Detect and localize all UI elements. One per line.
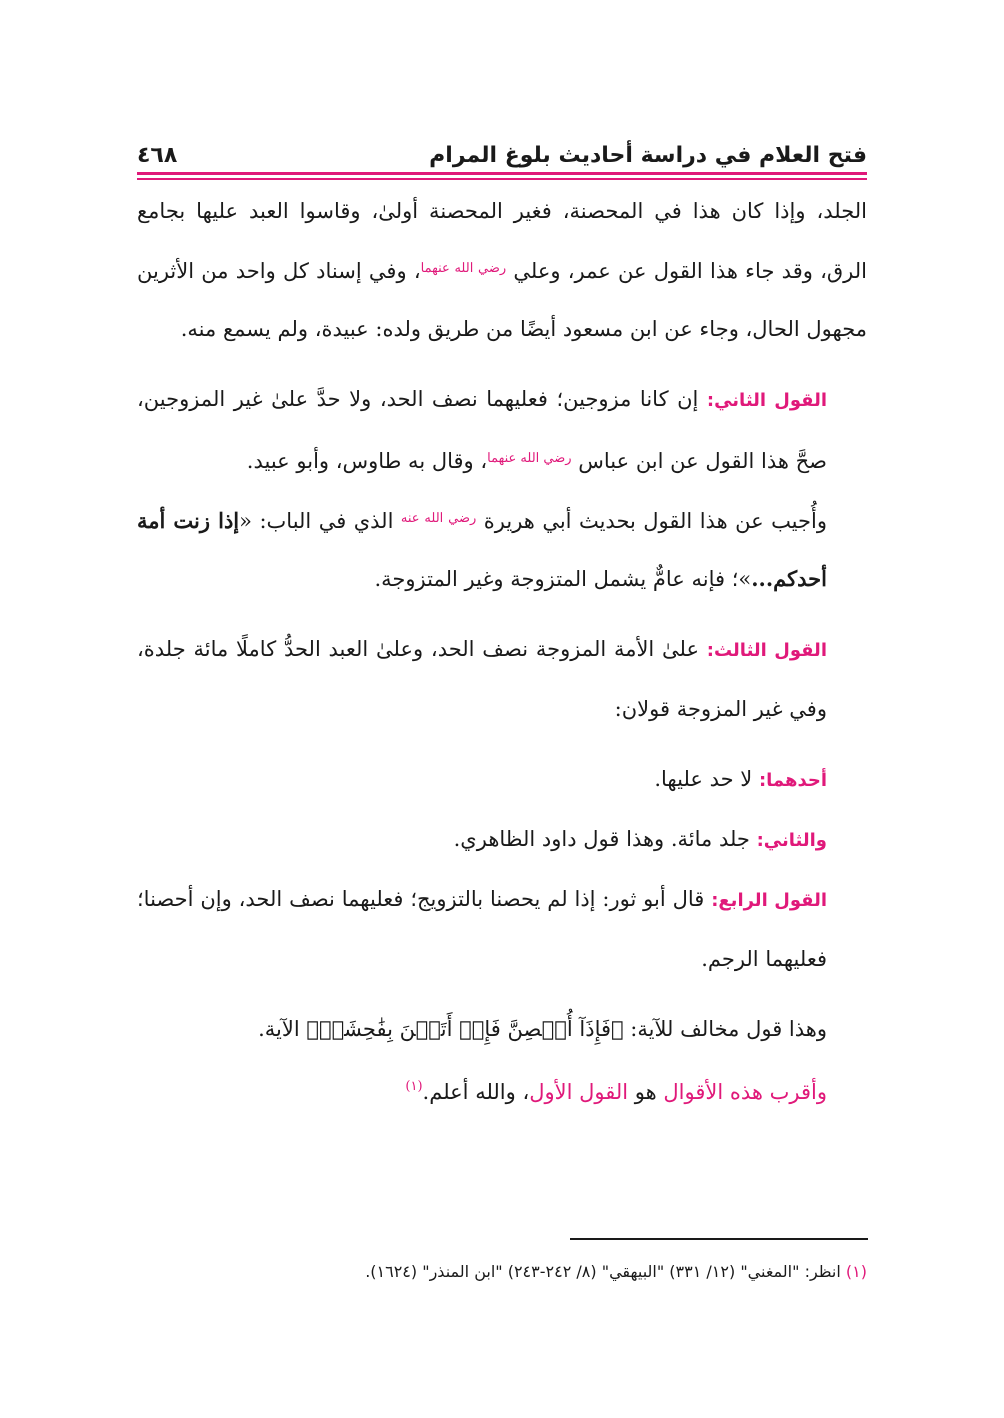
honorific-glyph: رضي الله عنهما xyxy=(487,450,572,466)
header-rule-thick xyxy=(137,172,867,175)
first-opinion-highlight: القول الأول xyxy=(529,1079,629,1104)
hadith-quote: إذا زنت أمة أحدكم... xyxy=(137,507,827,591)
paragraph-7-text: قال أبو ثور: إذا لم يحصنا بالتزويج؛ فعليهما نصف الحد، وإن أحصنا؛ فعليهما الرجم. xyxy=(137,886,827,971)
honorific-glyph: رضي الله عنه xyxy=(400,510,477,526)
paragraph-8 xyxy=(137,1000,867,1058)
section-label: القول الثالث: xyxy=(706,639,827,661)
paragraph-1-text: الجلد، وإذا كان هذا في المحصنة، فغير المحصنة أولىٰ، وقاسوا العبد عليها بجامع الرق، وقد جاء هذا القول عن عمر، وعلي xyxy=(137,198,867,283)
footnote-separator xyxy=(570,1238,868,1240)
paragraph-3 xyxy=(137,490,867,608)
paragraph-2-text: إن كانا مزوجين؛ فعليهما نصف الحد، ولا حدَّ علىٰ غير المزوجين، صحَّ هذا القول عن ابن عباس xyxy=(137,386,827,473)
paragraph-2-tail: ، وقال به طاوس، وأبو عبيد. xyxy=(246,448,488,473)
paragraph-4-text: علىٰ الأمة المزوجة نصف الحد، وعلىٰ العبد الحدُّ كاملًا مائة جلدة، وفي غير المزوجة قولان: xyxy=(137,636,827,721)
paragraph-9 xyxy=(137,1058,867,1121)
section-label: القول الرابع: xyxy=(711,889,828,911)
page-body xyxy=(137,120,867,1121)
section-label: القول الثاني: xyxy=(706,389,827,411)
paragraph-3-text: وأُجيب عن هذا القول بحديث أبي هريرة xyxy=(483,508,827,533)
paragraph-7 xyxy=(137,870,867,988)
paragraph-2 xyxy=(137,370,867,490)
paragraph-3-tail: »؛ فإنه عامٌّ يشمل المتزوجة وغير المتزوجة. xyxy=(374,566,752,591)
honorific-glyph: رضي الله عنهما xyxy=(420,260,507,276)
paragraph-6 xyxy=(137,810,867,870)
conclusion-highlight: وأقرب هذه الأقوال xyxy=(663,1079,827,1104)
paragraph-9-text: هو xyxy=(628,1079,664,1104)
paragraph-6-text: جلد مائة. وهذا قول داود الظاهري. xyxy=(453,826,757,851)
page-number: ٤٦٨ xyxy=(137,143,178,168)
paragraph-4 xyxy=(137,620,867,738)
paragraph-3-mid: الذي في الباب: « xyxy=(239,508,401,533)
paragraph-1 xyxy=(137,182,867,358)
paragraph-5-text: لا حد عليها. xyxy=(654,766,759,791)
paragraph-9-tail: ، والله أعلم. xyxy=(422,1079,530,1104)
paragraph-5 xyxy=(137,750,867,810)
header-rule-thin xyxy=(137,178,867,180)
footnote-reference[interactable]: (١) xyxy=(405,1078,423,1094)
paragraph-8-text: وهذا قول مخالف للآية: xyxy=(623,1016,827,1041)
footnote-mark: (١) xyxy=(845,1262,867,1281)
quran-verse: ﴿فَإِذَآ أُحۡصِنَّ فَإِنۡ أَتَيۡنَ بِفَٰحِشَةٖ﴾ xyxy=(306,1016,624,1041)
footnote xyxy=(137,1262,867,1281)
paragraph-8-tail: الآية. xyxy=(258,1016,307,1041)
sub-label: والثاني: xyxy=(756,829,827,851)
book-title: فتح العلام في دراسة أحاديث بلوغ المرام xyxy=(429,143,867,168)
sub-label: أحدهما: xyxy=(758,769,827,791)
footnote-text: انظر: "المغني" (١٢/ ٣٣١) "البيهقي" (٨/ ٢٤٢-٢٤٣) "ابن المنذر" (١٦٢٤). xyxy=(365,1262,846,1281)
running-header xyxy=(137,120,867,168)
paragraph-1-tail: ، وفي إسناد كل واحد من الأثرين مجهول الحال، وجاء عن ابن مسعود أيضًا من طريق ولده: عبيدة، ولم يسمع منه. xyxy=(137,258,867,341)
